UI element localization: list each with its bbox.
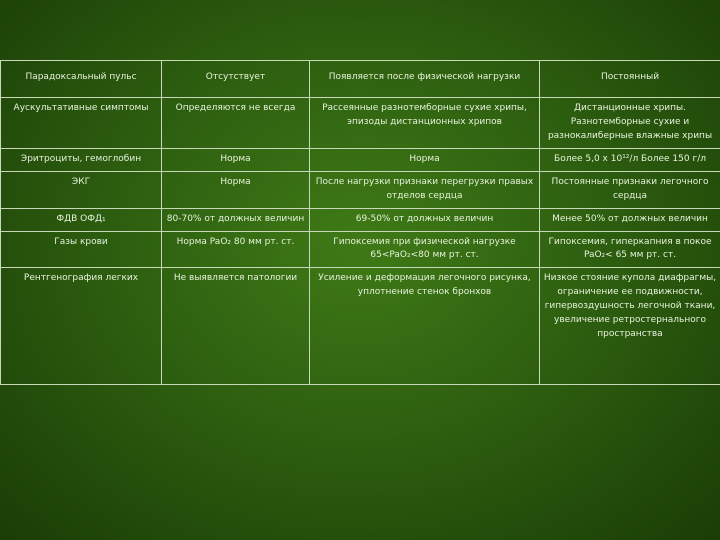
table-cell: Более 5,0 x 10¹²/л Более 150 г/л (540, 148, 720, 171)
table-row (1, 97, 720, 148)
table-row (1, 148, 720, 171)
table-cell: Отсутствует (162, 61, 310, 98)
table-row (1, 61, 720, 98)
table-row (1, 231, 720, 268)
comparison-table (0, 60, 720, 385)
row-label: ЭКГ (1, 171, 162, 208)
table-cell: Рассеянные разнотемборные сухие хрипы, эпизоды дистанционных хрипов (310, 97, 540, 148)
table-cell: Норма (162, 171, 310, 208)
table-cell: Определяются не всегда (162, 97, 310, 148)
table-cell: Постоянный (540, 61, 720, 98)
table-row (1, 208, 720, 231)
table-cell: Норма PaO₂ 80 мм рт. ст. (162, 231, 310, 268)
table-cell: Не выявляется патологии (162, 268, 310, 385)
table-cell: Гипоксемия, гиперкапния в покое PaO₂< 65 мм рт. ст. (540, 231, 720, 268)
table-cell: Постоянные признаки легочного сердца (540, 171, 720, 208)
row-label: Газы крови (1, 231, 162, 268)
row-label: Аускультативные симптомы (1, 97, 162, 148)
row-label: ФДВ ОФД₁ (1, 208, 162, 231)
table-row (1, 171, 720, 208)
table-cell: Норма (162, 148, 310, 171)
table-cell: Появляется после физической нагрузки (310, 61, 540, 98)
table-row (1, 268, 720, 385)
table-cell: 80-70% от должных величин (162, 208, 310, 231)
table-cell: Низкое стояние купола диафрагмы, ограничение ее подвижности, гипервоздушность легочной ткани, увеличение ретростернального пространства (540, 268, 720, 385)
table-cell: Дистанционные хрипы. Разнотемборные сухие и разнокалиберные влажные хрипы (540, 97, 720, 148)
row-label: Рентгенография легких (1, 268, 162, 385)
table-cell: Гипоксемия при физической нагрузке 65<PaO₂<80 мм рт. ст. (310, 231, 540, 268)
table-cell: После нагрузки признаки перегрузки правых отделов сердца (310, 171, 540, 208)
table-cell: Усиление и деформация легочного рисунка, уплотнение стенок бронхов (310, 268, 540, 385)
table-cell: 69-50% от должных величин (310, 208, 540, 231)
table-cell: Норма (310, 148, 540, 171)
row-label: Эритроциты, гемоглобин (1, 148, 162, 171)
row-label: Парадоксальный пульс (1, 61, 162, 98)
table-cell: Менее 50% от должных величин (540, 208, 720, 231)
